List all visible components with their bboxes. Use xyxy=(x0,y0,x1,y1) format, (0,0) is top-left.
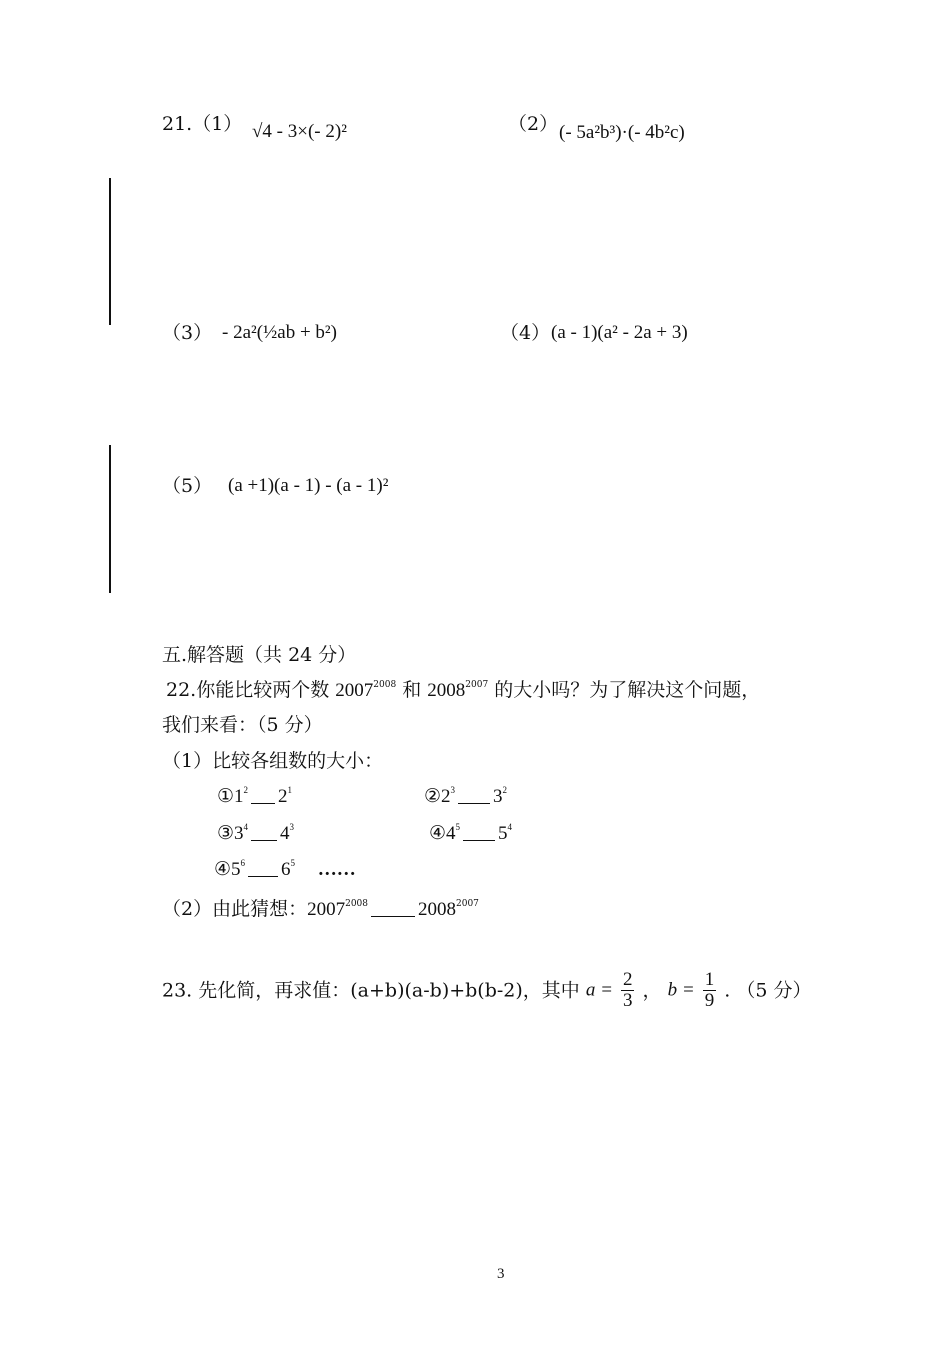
answer-blank[interactable] xyxy=(251,785,275,804)
q22-intro: 22.你能比较两个数 xyxy=(166,679,336,701)
q22-line1 xyxy=(166,678,760,703)
margin-line-1 xyxy=(109,178,111,325)
base-2: 2 xyxy=(278,786,288,807)
base-2: 6 xyxy=(281,859,291,880)
page-number xyxy=(497,1262,505,1286)
ellipsis: …… xyxy=(317,859,356,880)
guess-base-1: 2007 xyxy=(307,899,346,920)
exp-1: 6 xyxy=(240,858,246,868)
q21-part5-label xyxy=(162,474,212,498)
answer-blank[interactable] xyxy=(251,822,277,841)
exp-1: 2 xyxy=(243,785,249,795)
base-1: 3 xyxy=(234,823,244,844)
q21-part3-label xyxy=(162,321,212,345)
a-denominator: 3 xyxy=(622,990,633,1011)
exp-2: 5 xyxy=(290,858,296,868)
item-mark: ④ xyxy=(429,823,447,844)
exp-2: 4 xyxy=(507,822,513,832)
q23-a-fraction xyxy=(621,970,635,1011)
base-1: 1 xyxy=(234,786,244,807)
exp-1: 3 xyxy=(450,785,456,795)
q21-p2-label: （2） xyxy=(508,113,559,135)
q21-part4-label xyxy=(500,321,550,345)
guess-blank[interactable] xyxy=(371,898,415,917)
q21-p5-label: （5） xyxy=(162,475,213,497)
item-mark: ③ xyxy=(217,823,235,844)
exp-1: 5 xyxy=(455,822,461,832)
q21-label: 21.（1） xyxy=(162,113,243,135)
q23-b-var: b = xyxy=(667,979,695,1001)
guess-exp-1: 2008 xyxy=(345,899,368,909)
q22-part2 xyxy=(162,897,479,922)
q23-a-var: a = xyxy=(585,979,613,1001)
q21-p4-label: （4） xyxy=(500,322,551,344)
exp-2: 3 xyxy=(289,822,295,832)
q22-intro-end: 的大小吗？为了解决这个问题， xyxy=(488,679,761,701)
q22-part2-text: （2）由此猜想： xyxy=(162,898,308,920)
q22-exp-b: 2007 xyxy=(465,680,489,690)
guess-base-2: 2008 xyxy=(418,899,456,920)
compare-item-3 xyxy=(217,822,294,846)
page-number-text: 3 xyxy=(497,1266,505,1282)
b-numerator: 1 xyxy=(704,969,715,990)
q23-text: 23. 先化简，再求值：(a+b)(a-b)+b(b-2)，其中 xyxy=(162,979,580,1002)
base-2: 4 xyxy=(280,823,290,844)
compare-item-2 xyxy=(424,785,507,809)
base-1: 2 xyxy=(441,786,451,807)
q22-num-b: 2008 xyxy=(427,680,466,701)
answer-blank[interactable] xyxy=(248,858,278,877)
q22-points: 我们来看：（5 分） xyxy=(162,714,323,736)
q21-p2-expression: (- 5a²b³)·(- 4b²c) xyxy=(559,122,685,143)
answer-blank[interactable] xyxy=(463,822,495,841)
q23-comma: ， xyxy=(642,979,662,1002)
guess-exp-2: 2007 xyxy=(456,899,479,909)
compare-item-1 xyxy=(217,785,292,809)
base-2: 3 xyxy=(493,786,503,807)
item-mark: ① xyxy=(217,786,235,807)
q21-p3-expression: - 2a²(½ab + b²) xyxy=(222,322,337,343)
q22-num-a: 2007 xyxy=(335,680,374,701)
b-denominator: 9 xyxy=(704,990,715,1011)
q21-p1-expression: √4 - 3×(- 2)² xyxy=(252,121,347,142)
q21-part2-label xyxy=(508,112,558,136)
base-1: 4 xyxy=(446,823,456,844)
base-2: 5 xyxy=(498,823,508,844)
q21-part3-expr xyxy=(222,321,337,345)
compare-item-4 xyxy=(429,822,512,846)
q22-exp-a: 2008 xyxy=(373,680,397,690)
margin-line-2 xyxy=(109,445,111,593)
q23 xyxy=(162,970,811,1011)
answer-blank[interactable] xyxy=(458,785,490,804)
q22-and: 和 xyxy=(396,679,428,701)
q21-part2-expr xyxy=(559,121,685,145)
compare-item-5 xyxy=(214,858,356,882)
exp-1: 4 xyxy=(243,822,249,832)
exp-2: 2 xyxy=(502,785,508,795)
item-mark: ④ xyxy=(214,859,232,880)
q22-line2 xyxy=(162,713,323,737)
section-heading xyxy=(162,643,356,667)
q22-part1-text: （1）比较各组数的大小： xyxy=(162,750,384,772)
q21-part1-expr xyxy=(252,120,347,144)
q21-p5-expression: (a +1)(a - 1) - (a - 1)² xyxy=(228,475,389,496)
a-numerator: 2 xyxy=(622,969,633,990)
section-5-title: 五.解答题（共 24 分） xyxy=(162,644,357,666)
q23-end: . （5 分） xyxy=(724,979,812,1002)
exp-2: 1 xyxy=(287,785,293,795)
q21-part1 xyxy=(162,112,242,136)
q21-part5-expr xyxy=(228,474,388,498)
q21-p4-expression: (a - 1)(a² - 2a + 3) xyxy=(551,322,688,343)
q22-part1 xyxy=(162,749,383,773)
q21-part4-expr xyxy=(551,321,688,345)
q21-p3-label: （3） xyxy=(162,322,213,344)
q23-b-fraction xyxy=(703,970,717,1011)
base-1: 5 xyxy=(231,859,241,880)
item-mark: ② xyxy=(424,786,442,807)
